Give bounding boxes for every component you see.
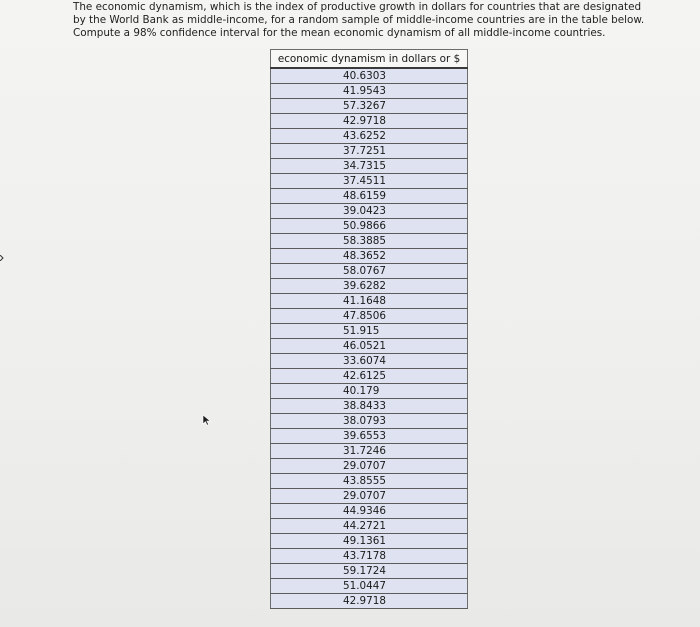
- cell-value: 42.9718: [343, 115, 386, 127]
- table-row: [271, 564, 468, 579]
- cell-value: 29.0707: [343, 490, 386, 502]
- problem-statement: [73, 1, 683, 40]
- problem-line-2: by the World Bank as middle-income, for a random sample of middle-income countries are in the table below.: [73, 14, 645, 26]
- table-cell: [271, 309, 468, 324]
- table-cell: [271, 159, 468, 174]
- table-row: [271, 279, 468, 294]
- edge-mark-icon: [0, 255, 4, 261]
- cell-value: 42.9718: [343, 595, 386, 607]
- table-cell: [271, 84, 468, 99]
- table-row: [271, 504, 468, 519]
- cell-value: 37.4511: [343, 175, 386, 187]
- table-row: [271, 159, 468, 174]
- cell-value: 51.915: [343, 325, 380, 337]
- table-row: [271, 68, 468, 84]
- table-cell: [271, 519, 468, 534]
- table-row: [271, 444, 468, 459]
- table-cell: [271, 279, 468, 294]
- table-cell: [271, 429, 468, 444]
- cell-value: 42.6125: [343, 370, 386, 382]
- table-row: [271, 594, 468, 609]
- table-cell: [271, 444, 468, 459]
- cell-value: 48.6159: [343, 190, 386, 202]
- table-row: [271, 174, 468, 189]
- table-cell: [271, 594, 468, 609]
- table-cell: [271, 129, 468, 144]
- table-cell: [271, 189, 468, 204]
- cell-value: 39.6282: [343, 280, 386, 292]
- cell-value: 43.8555: [343, 475, 386, 487]
- table-row: [271, 399, 468, 414]
- cell-value: 39.6553: [343, 430, 386, 442]
- cell-value: 31.7246: [343, 445, 386, 457]
- table-row: [271, 294, 468, 309]
- table-cell: [271, 549, 468, 564]
- table-body: [271, 68, 468, 609]
- cell-value: 47.8506: [343, 310, 386, 322]
- cell-value: 48.3652: [343, 250, 386, 262]
- table-row: [271, 309, 468, 324]
- cell-value: 40.179: [343, 385, 380, 397]
- table-row: [271, 264, 468, 279]
- table-cell: [271, 219, 468, 234]
- table-row: [271, 474, 468, 489]
- cell-value: 49.1361: [343, 535, 386, 547]
- cell-value: 41.9543: [343, 85, 386, 97]
- table-row: [271, 339, 468, 354]
- table-cell: [271, 459, 468, 474]
- mouse-pointer-icon: [202, 414, 212, 426]
- cell-value: 44.9346: [343, 505, 386, 517]
- cell-value: 58.3885: [343, 235, 386, 247]
- table-cell: [271, 114, 468, 129]
- table-cell: [271, 504, 468, 519]
- table-cell: [271, 579, 468, 594]
- table-cell: [271, 204, 468, 219]
- table-cell: [271, 174, 468, 189]
- table-row: [271, 129, 468, 144]
- cell-value: 43.7178: [343, 550, 386, 562]
- table-row: [271, 384, 468, 399]
- table-row: [271, 204, 468, 219]
- problem-line-3: Compute a 98% confidence interval for the mean economic dynamism of all middle-income countries.: [73, 27, 606, 39]
- problem-line-1: The economic dynamism, which is the index of productive growth in dollars for countries that are designated: [73, 1, 642, 13]
- table-cell: [271, 68, 468, 84]
- cell-value: 34.7315: [343, 160, 386, 172]
- table-row: [271, 459, 468, 474]
- table-row: [271, 429, 468, 444]
- table-row: [271, 579, 468, 594]
- table-row: [271, 369, 468, 384]
- cell-value: 58.0767: [343, 265, 386, 277]
- table-cell: [271, 339, 468, 354]
- table-cell: [271, 99, 468, 114]
- table-row: [271, 234, 468, 249]
- cell-value: 44.2721: [343, 520, 386, 532]
- column-header: economic dynamism in dollars or $: [271, 50, 468, 69]
- table-cell: [271, 144, 468, 159]
- cell-value: 46.0521: [343, 340, 386, 352]
- table-cell: [271, 324, 468, 339]
- table-cell: [271, 354, 468, 369]
- table-row: [271, 489, 468, 504]
- table-cell: [271, 414, 468, 429]
- table-row: [271, 519, 468, 534]
- cell-value: 37.7251: [343, 145, 386, 157]
- cell-value: 33.6074: [343, 355, 386, 367]
- cell-value: 39.0423: [343, 205, 386, 217]
- table-cell: [271, 249, 468, 264]
- table-row: [271, 114, 468, 129]
- table-row: [271, 534, 468, 549]
- cell-value: 43.6252: [343, 130, 386, 142]
- cell-value: 38.0793: [343, 415, 386, 427]
- cell-value: 29.0707: [343, 460, 386, 472]
- table-cell: [271, 294, 468, 309]
- table-row: [271, 189, 468, 204]
- table-row: [271, 99, 468, 114]
- table-row: [271, 324, 468, 339]
- table-cell: [271, 564, 468, 579]
- cell-value: 40.6303: [343, 70, 386, 82]
- table-row: [271, 219, 468, 234]
- cell-value: 59.1724: [343, 565, 386, 577]
- cell-value: 41.1648: [343, 295, 386, 307]
- economic-dynamism-table: [270, 49, 468, 609]
- table-header-row: [271, 50, 468, 69]
- table-cell: [271, 369, 468, 384]
- table-cell: [271, 399, 468, 414]
- table-row: [271, 84, 468, 99]
- cell-value: 38.8433: [343, 400, 386, 412]
- table-row: [271, 144, 468, 159]
- table-cell: [271, 234, 468, 249]
- table-cell: [271, 489, 468, 504]
- table-row: [271, 354, 468, 369]
- table-cell: [271, 534, 468, 549]
- cell-value: 51.0447: [343, 580, 386, 592]
- cell-value: 57.3267: [343, 100, 386, 112]
- table-cell: [271, 264, 468, 279]
- table-cell: [271, 384, 468, 399]
- table-cell: [271, 474, 468, 489]
- table-row: [271, 414, 468, 429]
- table-row: [271, 549, 468, 564]
- table-row: [271, 249, 468, 264]
- cell-value: 50.9866: [343, 220, 386, 232]
